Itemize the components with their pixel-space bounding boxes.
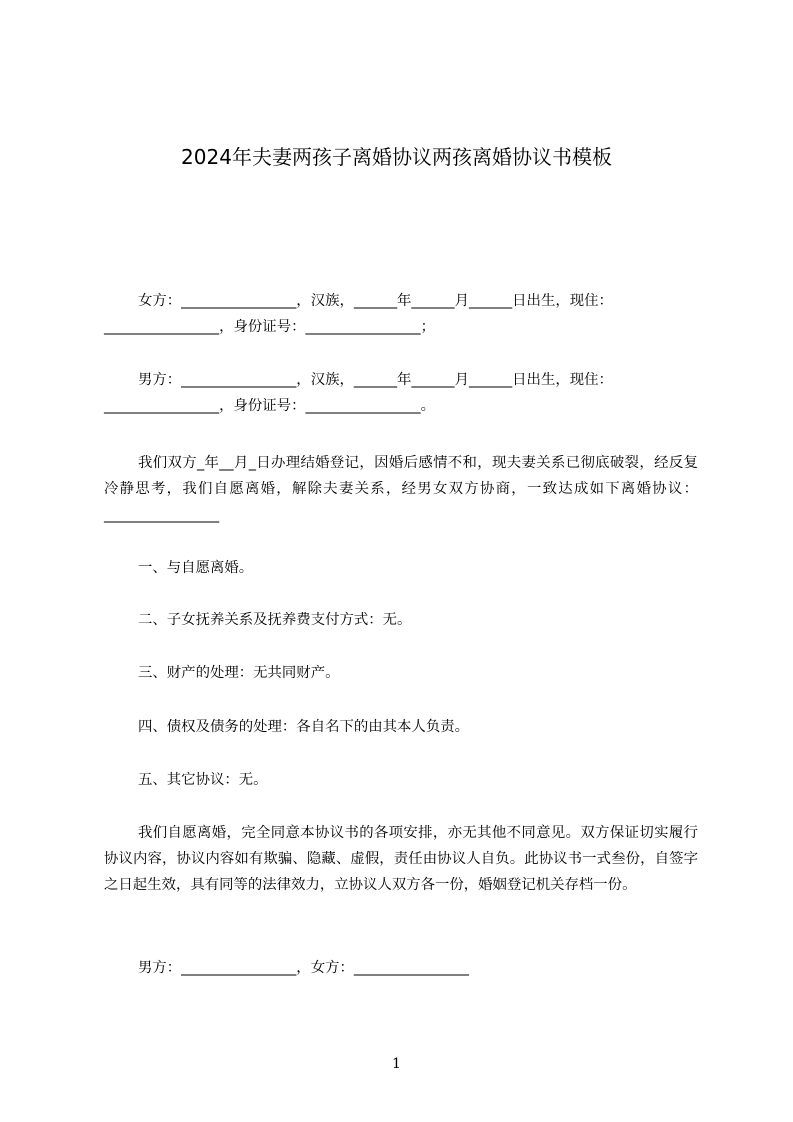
clause-4: 四、债权及债务的处理：各自名下的由其本人负责。 [138,719,469,735]
clause-2: 二、子女抚养关系及抚养费支付方式：无。 [138,612,412,628]
female-party-line-2: ________________，身份证号：________________； [104,319,435,335]
clause-3: 三、财产的处理：无共同财产。 [138,665,340,681]
female-party-line-1: 女方：________________，汉族，______年______月______日出生，现住： [138,293,613,309]
signature-line: 男方：________________，女方：________________ [138,960,469,976]
page-number: 1 [392,1056,401,1072]
intro-paragraph: 我们双方_年__月_日办理结婚登记，因婚后感情不和，现夫妻关系已彻底破裂，经反复冷静思考，我们自愿离婚，解除夫妻关系，经男女双方协商，一致达成如下离婚协议：________________ [104,455,698,523]
male-party-line-1: 男方：________________，汉族，______年______月______日出生，现住： [138,372,613,388]
male-party-block [104,367,698,419]
document-title: 2024年夫妻两孩子离婚协议两孩离婚协议书模板 [181,145,612,169]
clause-1: 一、与自愿离婚。 [138,560,254,576]
clause-5: 五、其它协议：无。 [138,772,268,788]
male-party-line-2: ________________，身份证号：________________。 [104,398,435,414]
female-party-block [104,288,698,340]
closing-paragraph: 我们自愿离婚，完全同意本协议书的各项安排，亦无其他不同意见。双方保证切实履行协议内容，协议内容如有欺骗、隐藏、虚假，责任由协议人自负。此协议书一式叁份，自签字之日起生效，具有同等的法律效力，立协议人双方各一份，婚姻登记机关存档一份。 [104,825,698,893]
